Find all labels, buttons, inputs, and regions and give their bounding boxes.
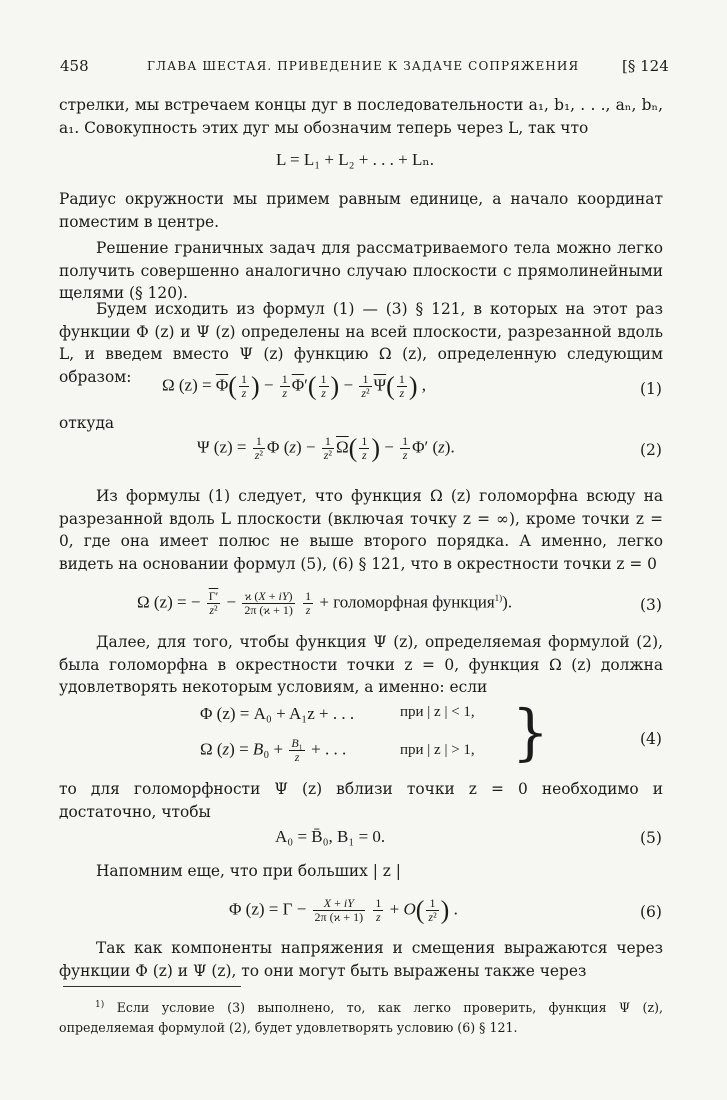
equation-number: (5) (640, 829, 662, 847)
footnote (59, 996, 663, 1037)
equation-4b-condition: при | z | > 1, (400, 742, 475, 758)
paragraph: Напомним еще, что при больших | z | (96, 862, 401, 880)
paragraph: Так как компоненты напряжения и смещения выражаются через функции Φ (z) и Ψ (z), то они могут быть выражены также через (59, 939, 663, 980)
equation-1-lhs: Ω (z) = (162, 375, 212, 395)
equation-number: (2) (640, 441, 662, 459)
equation-number: (1) (640, 380, 662, 398)
equation-5: A₀ = B̄₀, B₁ = 0. (275, 827, 386, 846)
equation-3-tail: + голоморфная функция (319, 592, 495, 612)
footnote-rule (63, 986, 241, 987)
equation-2: Ψ (z) = $\frac{1}{\text{z²}}$ Φ (z) − $\frac{1}{\text{z²}}$ $\overline{\Omega}$( $\frac{1}{z}$ ) − $\frac{1}{z}$ Φ′ (z). (197, 433, 455, 463)
equation-3: Ω (z) = − $\frac{\Gamma'}{\text{z²}}$ − $\frac{ϰ (X + iY)}{2\pi (ϰ + 1)}$ $\frac{1}{z}$ + голоморфная функция$^{1)}$). (137, 589, 513, 617)
paragraph: Из формулы (1) следует, что функция Ω (z) голоморфна всюду на разрезанной вдоль L плоскости (включая точку z = ∞), кроме точки z = 0, где она имеет полюс не выше второго порядка. А именно, легко видеть на основании формул (5), (6) § 121, что в окрестности точки z = 0 (59, 487, 663, 573)
paragraph: стрелки, мы встречаем концы дуг в последовательности a₁, b₁, . . ., aₙ, bₙ, a₁. Совокупность этих дуг мы обозначим теперь через L, так что (59, 96, 663, 137)
equation-4a-expression: Φ (z) = A₀ + A₁z + . . . (200, 704, 355, 723)
paragraph: откуда (59, 414, 115, 432)
paragraph: Радиус окружности мы примем равным единице, а начало координат поместим в центре. (59, 190, 663, 231)
footnote-marker: 1) (95, 1000, 105, 1010)
equation-number: (3) (640, 596, 662, 614)
right-brace: } (512, 696, 549, 768)
paragraph: Будем исходить из формул (1) — (3) § 121, в которых на этот раз функции Φ (z) и Ψ (z) определены на всей плоскости, разрезанной вдоль L, и введем вместо Ψ (z) функцию Ω (z), определенную следующим образом: (59, 300, 663, 386)
paragraph: то для голоморфности Ψ (z) вблизи точки z = 0 необходимо и достаточно, чтобы (59, 780, 663, 821)
footnote-marker: 1) (494, 592, 503, 603)
equation-1: Ω $(z) = \overline{\Phi}$( $\frac{1}{z}$ ) − $\frac{1}{z}$ $\overline{\Phi}'$( $\frac{1}{z}$ ) − $\frac{1}{\text{z²}}$ $\overline{\Psi}$( $\frac{1}{z}$ ) , (162, 371, 426, 401)
equation-6: Φ (z) = Γ − $\frac{X + iY}{2\pi (ϰ + 1)}$ $\frac{1}{z}$ + O( $\frac{1}{\text{z²}}$ ) . (229, 895, 458, 925)
equation-arc-sum: L = L₁ + L₂ + . . . + Lₙ. (276, 150, 434, 169)
equation-2-lhs: Ψ (z) = (197, 437, 247, 457)
footnote-text: Если условие (3) выполнено, то, как легко проверить, функция Ψ (z), определяемая формулой (2), будет удовлетворять условию (6) § 121. (59, 1000, 663, 1035)
equation-6-lhs: Φ (z) = Γ − (229, 899, 307, 919)
page-number: 458 (60, 57, 89, 75)
running-title: ГЛАВА ШЕСТАЯ. ПРИВЕДЕНИЕ К ЗАДАЧЕ СОПРЯЖЕНИЯ (147, 59, 580, 73)
paragraph: Далее, для того, чтобы функция Ψ (z), определяемая формулой (2), была голоморфна в окрестности точки z = 0, функция Ω (z) должна удовлетворять некоторым условиям, а именно: если (59, 633, 663, 697)
paragraph: Решение граничных задач для рассматриваемого тела можно легко получить совершенно аналогично случаю плоскости с прямолинейными щелями (§ 120). (59, 239, 663, 303)
equation-4a-condition: при | z | < 1, (400, 704, 475, 720)
equation-4b: Ω (z) = B₀ + $\frac{\text{B₁}}{z}$ + . . . (200, 736, 347, 764)
equation-4a (200, 704, 354, 724)
section-marker: [§ 124 (622, 57, 669, 75)
equation-number: (6) (640, 903, 662, 921)
equation-number: (4) (640, 730, 662, 748)
equation-3-lhs: Ω (z) = − (137, 592, 201, 612)
